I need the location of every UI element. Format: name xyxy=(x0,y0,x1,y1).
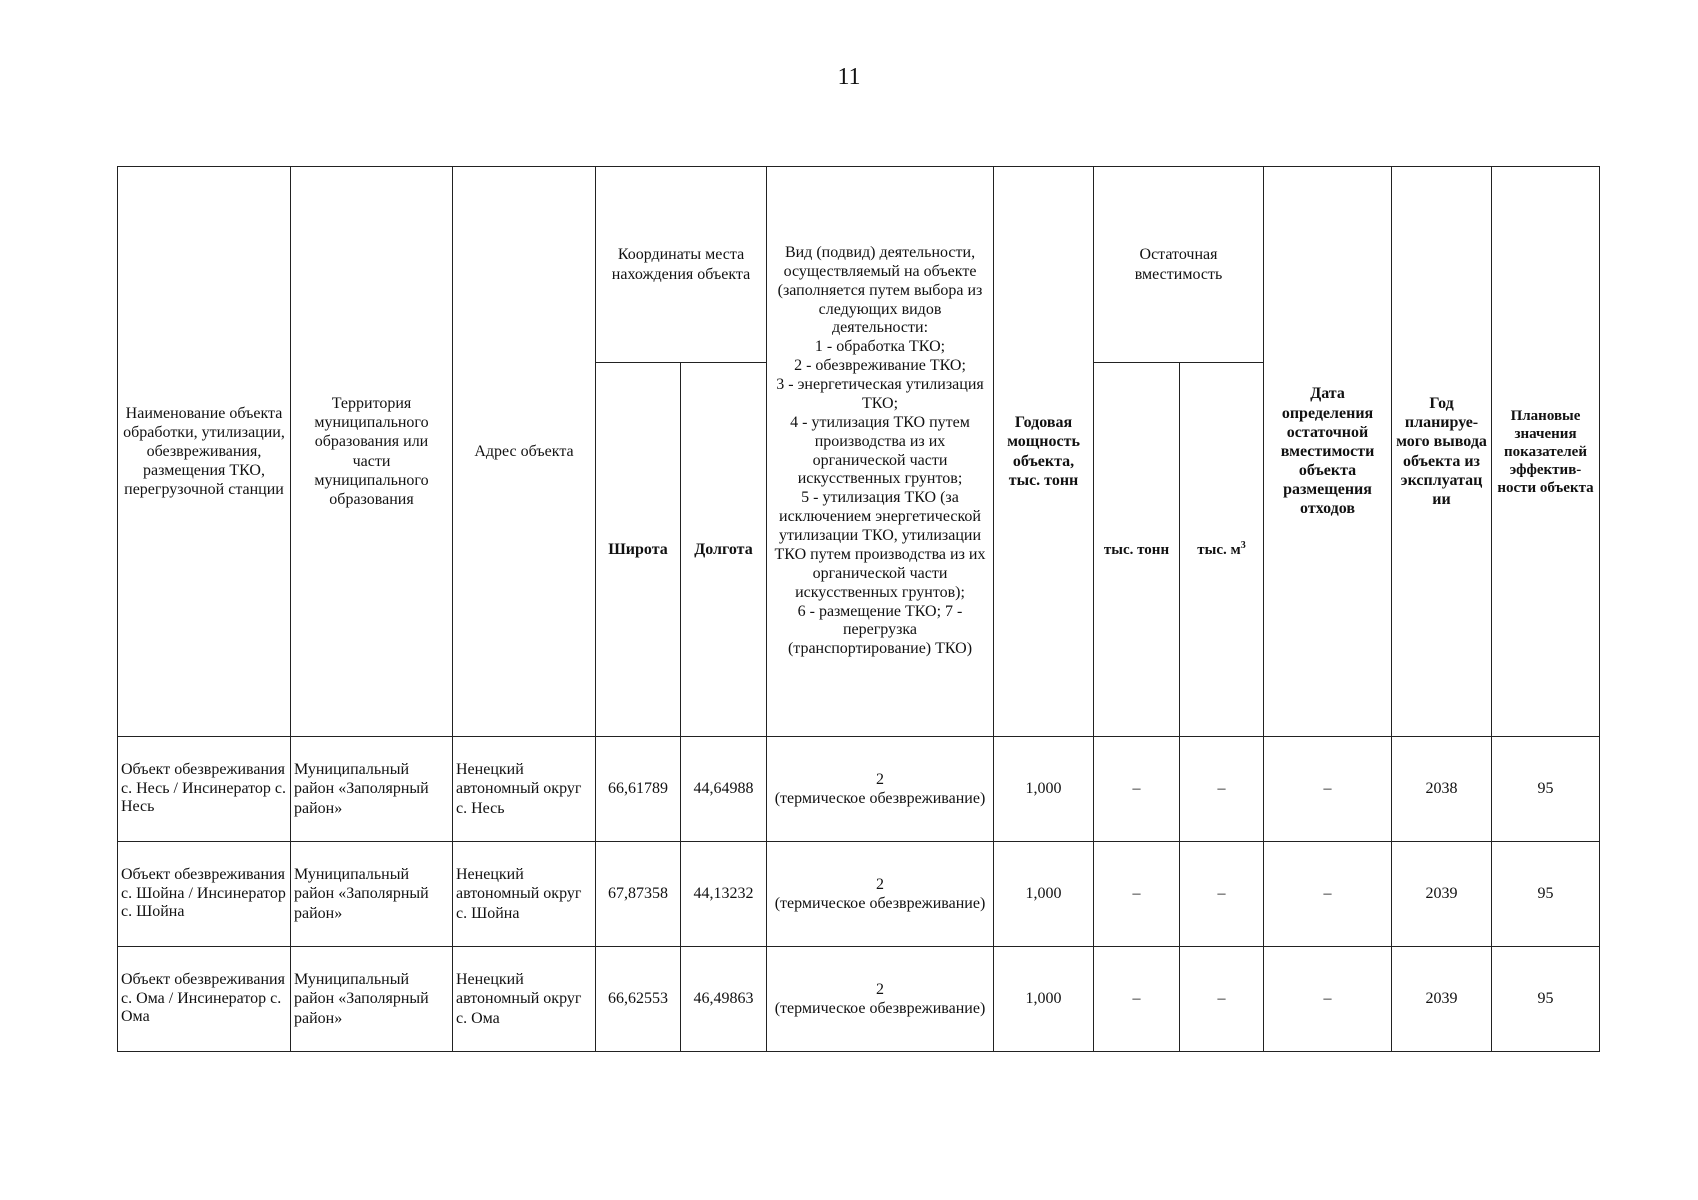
activity-cell: 2 (термическое обезвреживание) xyxy=(767,947,994,1052)
efficiency-cell: 95 xyxy=(1492,947,1600,1052)
header-coordinates: Координаты места нахождения объекта xyxy=(596,167,767,363)
residual-tonnes-cell: – xyxy=(1094,947,1180,1052)
residual-m3-cell: – xyxy=(1180,737,1264,842)
territory-cell: Муниципальный район «Заполярный район» xyxy=(291,737,453,842)
latitude-cell: 66,61789 xyxy=(596,737,681,842)
page-number: 11 xyxy=(837,64,861,90)
header-residual-capacity: Остаточная вместимость xyxy=(1094,167,1264,363)
activity-cell: 2 (термическое обезвреживание) xyxy=(767,737,994,842)
table-header xyxy=(118,167,1600,737)
header-residual-m3-label: тыс. м xyxy=(1197,541,1241,558)
efficiency-cell: 95 xyxy=(1492,737,1600,842)
table-row xyxy=(118,737,1600,842)
header-residual-tonnes: тыс. тонн xyxy=(1094,363,1180,737)
address-cell: Ненецкий автономный округ с. Ома xyxy=(453,947,596,1052)
residual-m3-cell: – xyxy=(1180,842,1264,947)
header-residual-date: Дата определения остаточной вместимости объекта размещения отходов xyxy=(1264,167,1392,737)
residual-date-cell: – xyxy=(1264,842,1392,947)
capacity-cell: 1,000 xyxy=(994,947,1094,1052)
residual-m3-cell: – xyxy=(1180,947,1264,1052)
territory-cell: Муниципальный район «Заполярный район» xyxy=(291,947,453,1052)
header-territory: Территория муниципального образования или части муниципального образования xyxy=(291,167,453,737)
address-cell: Ненецкий автономный округ с. Несь xyxy=(453,737,596,842)
longitude-cell: 46,49863 xyxy=(681,947,767,1052)
activity-cell: 2 (термическое обезвреживание) xyxy=(767,842,994,947)
header-efficiency: Плановые значения показателей эффектив-ности объекта xyxy=(1492,167,1600,737)
decommission-year-cell: 2039 xyxy=(1392,947,1492,1052)
decommission-year-cell: 2038 xyxy=(1392,737,1492,842)
table-row xyxy=(118,842,1600,947)
address-cell: Ненецкий автономный округ с. Шойна xyxy=(453,842,596,947)
decommission-year-cell: 2039 xyxy=(1392,842,1492,947)
header-facility-name: Наименование объекта обработки, утилизации, обезвреживания, размещения ТКО, перегрузочной станции xyxy=(118,167,291,737)
header-address: Адрес объекта xyxy=(453,167,596,737)
header-decommission-year: Год планируе-мого вывода объекта из эксплуатац ии xyxy=(1392,167,1492,737)
longitude-cell: 44,64988 xyxy=(681,737,767,842)
facility-name-cell: Объект обезвреживания с. Шойна / Инсинератор с. Шойна xyxy=(118,842,291,947)
facility-name-cell: Объект обезвреживания с. Ома / Инсинератор с. Ома xyxy=(118,947,291,1052)
residual-tonnes-cell: – xyxy=(1094,737,1180,842)
territory-cell: Муниципальный район «Заполярный район» xyxy=(291,842,453,947)
facility-name-cell: Объект обезвреживания с. Несь / Инсинератор с. Несь xyxy=(118,737,291,842)
header-residual-m3 xyxy=(1180,363,1264,737)
latitude-cell: 66,62553 xyxy=(596,947,681,1052)
header-activity-type: Вид (подвид) деятельности, осуществляемый на объекте (заполняется путем выбора из следующих видов деятельности: 1 - обработка ТКО; 2 - обезвреживание ТКО; 3 - энергетическая утилизация ТКО; 4 - утилизация ТКО путем производства из их органической части искусственных грунтов; 5 - утилизация ТКО (за исключением энергетической утилизации ТКО, утилизации ТКО путем производства из их органической части искусственных грунтов); 6 - размещение ТКО; 7 - перегрузка (транспортирование) ТКО) xyxy=(767,167,994,737)
waste-facilities-table xyxy=(117,166,1600,1052)
residual-tonnes-cell: – xyxy=(1094,842,1180,947)
residual-date-cell: – xyxy=(1264,947,1392,1052)
capacity-cell: 1,000 xyxy=(994,737,1094,842)
header-annual-capacity: Годовая мощность объекта, тыс. тонн xyxy=(994,167,1094,737)
header-residual-m3-superscript: 3 xyxy=(1240,539,1246,551)
header-longitude: Долгота xyxy=(681,363,767,737)
header-latitude: Широта xyxy=(596,363,681,737)
table-row xyxy=(118,947,1600,1052)
efficiency-cell: 95 xyxy=(1492,842,1600,947)
latitude-cell: 67,87358 xyxy=(596,842,681,947)
residual-date-cell: – xyxy=(1264,737,1392,842)
table-body xyxy=(118,737,1600,1052)
capacity-cell: 1,000 xyxy=(994,842,1094,947)
longitude-cell: 44,13232 xyxy=(681,842,767,947)
